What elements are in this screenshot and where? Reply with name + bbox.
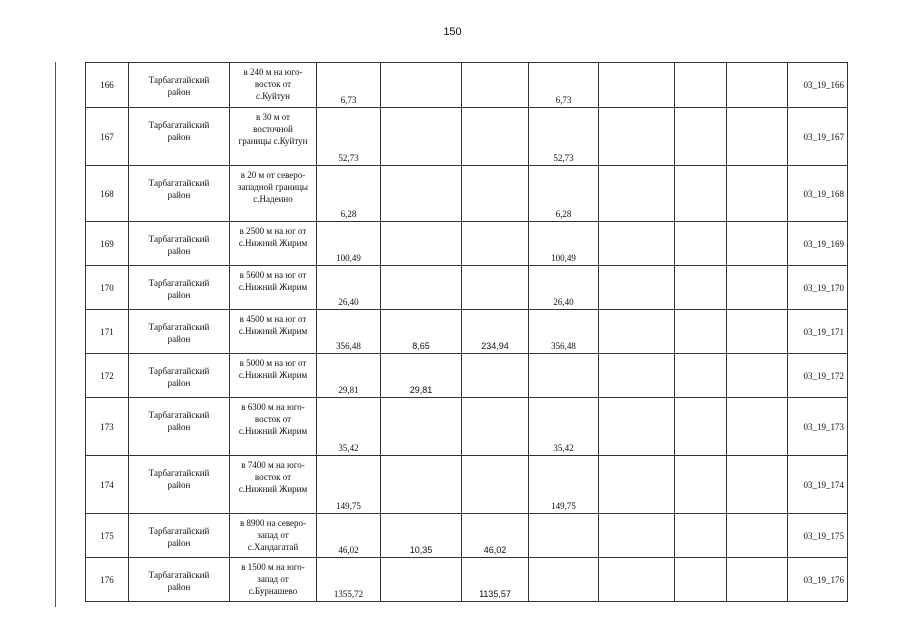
- location-cell: [230, 354, 317, 398]
- district-cell: [129, 398, 230, 456]
- location-cell: [230, 63, 317, 108]
- table-row: [86, 354, 848, 398]
- location-cell: [230, 222, 317, 266]
- district-cell: [129, 558, 230, 602]
- empty-cell: [727, 108, 788, 166]
- location-line: восток от: [254, 472, 292, 482]
- district-cell: [129, 108, 230, 166]
- district-line: район: [167, 334, 191, 344]
- empty-cell: [599, 354, 675, 398]
- district-line: Тарбагатайский: [148, 526, 210, 536]
- empty-cell: [727, 63, 788, 108]
- district-line: Тарбагатайский: [148, 120, 210, 130]
- area-col3-cell: 46,02: [462, 514, 529, 558]
- empty-cell: [599, 108, 675, 166]
- code-cell: 03_19_176: [788, 558, 848, 602]
- total-area-cell: 35,42: [317, 398, 381, 456]
- empty-cell: [599, 266, 675, 310]
- row-number-cell: 174: [86, 456, 129, 514]
- area-col2-cell: [381, 63, 462, 108]
- location-line: восточной: [253, 124, 293, 134]
- area-col2-cell: 29,81: [381, 354, 462, 398]
- area-col2-cell: [381, 558, 462, 602]
- empty-cell: [599, 456, 675, 514]
- area-col3-cell: [462, 266, 529, 310]
- district-cell: [129, 266, 230, 310]
- location-line: в 20 м от северо-: [240, 170, 306, 180]
- code-cell: 03_19_170: [788, 266, 848, 310]
- area-col4-cell: 6,73: [529, 63, 599, 108]
- table-body: [86, 63, 848, 602]
- area-col2-cell: [381, 456, 462, 514]
- total-area-cell: 100,49: [317, 222, 381, 266]
- empty-cell: [727, 398, 788, 456]
- code-cell: 03_19_171: [788, 310, 848, 354]
- table-row: [86, 558, 848, 602]
- code-cell: 03_19_169: [788, 222, 848, 266]
- row-number-cell: 172: [86, 354, 129, 398]
- empty-cell: [727, 514, 788, 558]
- area-col4-cell: 6,28: [529, 166, 599, 222]
- area-col4-cell: 356,48: [529, 310, 599, 354]
- district-line: Тарбагатайский: [148, 278, 210, 288]
- area-col4-cell: 26,40: [529, 266, 599, 310]
- location-line: в 8900 на северо-: [239, 518, 307, 528]
- area-col2-cell: 10,35: [381, 514, 462, 558]
- area-col4-cell: 52,73: [529, 108, 599, 166]
- table-row: [86, 108, 848, 166]
- row-number-cell: 175: [86, 514, 129, 558]
- district-line: район: [167, 87, 191, 97]
- location-cell: [230, 456, 317, 514]
- location-line: в 7400 м на юго-: [241, 460, 305, 470]
- district-cell: [129, 514, 230, 558]
- area-col2-cell: [381, 398, 462, 456]
- district-cell: [129, 310, 230, 354]
- empty-cell: [727, 266, 788, 310]
- area-col2-cell: [381, 266, 462, 310]
- district-line: район: [167, 582, 191, 592]
- location-line: с.Нижний Жирим: [238, 426, 308, 436]
- location-line: в 5000 м на юг от: [239, 358, 307, 368]
- district-cell: [129, 222, 230, 266]
- district-line: район: [167, 378, 191, 388]
- location-line: с.Нижний Жирим: [238, 282, 308, 292]
- empty-cell: [675, 108, 727, 166]
- total-area-cell: 149,75: [317, 456, 381, 514]
- district-cell: [129, 456, 230, 514]
- row-number-cell: 170: [86, 266, 129, 310]
- row-number-cell: 167: [86, 108, 129, 166]
- location-cell: [230, 166, 317, 222]
- empty-cell: [675, 558, 727, 602]
- location-line: в 30 м от: [255, 112, 290, 122]
- area-col3-cell: [462, 63, 529, 108]
- district-line: район: [167, 190, 191, 200]
- district-line: район: [167, 290, 191, 300]
- code-cell: 03_19_172: [788, 354, 848, 398]
- row-number-cell: 176: [86, 558, 129, 602]
- location-cell: [230, 108, 317, 166]
- district-line: Тарбагатайский: [148, 234, 210, 244]
- location-cell: [230, 514, 317, 558]
- location-line: в 1500 м на юго-: [241, 562, 305, 572]
- empty-cell: [727, 354, 788, 398]
- table-row: [86, 310, 848, 354]
- district-cell: [129, 166, 230, 222]
- empty-cell: [675, 456, 727, 514]
- location-cell: [230, 266, 317, 310]
- table-row: [86, 398, 848, 456]
- district-line: Тарбагатайский: [148, 410, 210, 420]
- location-line: восток от: [254, 79, 292, 89]
- table-row: [86, 456, 848, 514]
- area-col4-cell: [529, 558, 599, 602]
- location-line: в 240 м на юго-: [243, 67, 303, 77]
- code-cell: 03_19_174: [788, 456, 848, 514]
- empty-cell: [727, 558, 788, 602]
- empty-cell: [675, 398, 727, 456]
- district-line: Тарбагатайский: [148, 322, 210, 332]
- area-col2-cell: 8,65: [381, 310, 462, 354]
- location-line: с.Куйтун: [255, 91, 291, 101]
- location-line: запад от: [257, 530, 289, 540]
- area-col3-cell: 234,94: [462, 310, 529, 354]
- area-col2-cell: [381, 222, 462, 266]
- empty-cell: [675, 354, 727, 398]
- empty-cell: [675, 63, 727, 108]
- table-row: [86, 166, 848, 222]
- empty-cell: [675, 514, 727, 558]
- area-col4-cell: 35,42: [529, 398, 599, 456]
- location-line: западной границы: [238, 182, 308, 192]
- page-number: 150: [443, 26, 462, 38]
- district-line: Тарбагатайский: [148, 75, 210, 85]
- location-line: в 4500 м на юг от: [239, 314, 307, 324]
- area-col3-cell: [462, 166, 529, 222]
- empty-cell: [727, 310, 788, 354]
- code-cell: 03_19_166: [788, 63, 848, 108]
- empty-cell: [599, 558, 675, 602]
- location-line: в 5600 м на юг от: [239, 270, 307, 280]
- area-col3-cell: 1135,57: [462, 558, 529, 602]
- location-cell: [230, 310, 317, 354]
- district-line: Тарбагатайский: [148, 178, 210, 188]
- total-area-cell: 1355,72: [317, 558, 381, 602]
- district-line: Тарбагатайский: [148, 366, 210, 376]
- code-cell: 03_19_167: [788, 108, 848, 166]
- area-col3-cell: [462, 222, 529, 266]
- row-number-cell: 169: [86, 222, 129, 266]
- area-col2-cell: [381, 108, 462, 166]
- empty-cell: [599, 514, 675, 558]
- location-line: запад от: [257, 574, 289, 584]
- location-line: с.Нижний Жирим: [238, 238, 308, 248]
- area-col4-cell: [529, 354, 599, 398]
- empty-cell: [599, 398, 675, 456]
- empty-cell: [675, 266, 727, 310]
- empty-cell: [727, 166, 788, 222]
- row-number-cell: 168: [86, 166, 129, 222]
- empty-cell: [727, 222, 788, 266]
- total-area-cell: 29,81: [317, 354, 381, 398]
- location-line: с.Хандагатай: [247, 542, 299, 552]
- margin-rule: [55, 62, 56, 607]
- total-area-cell: 356,48: [317, 310, 381, 354]
- empty-cell: [599, 166, 675, 222]
- district-line: Тарбагатайский: [148, 570, 210, 580]
- district-line: район: [167, 480, 191, 490]
- row-number-cell: 171: [86, 310, 129, 354]
- location-line: с.Надеино: [253, 194, 293, 204]
- total-area-cell: 52,73: [317, 108, 381, 166]
- area-col2-cell: [381, 166, 462, 222]
- empty-cell: [675, 222, 727, 266]
- area-col3-cell: [462, 354, 529, 398]
- location-line: с.Нижний Жирим: [238, 484, 308, 494]
- location-line: восток от: [254, 414, 292, 424]
- total-area-cell: 26,40: [317, 266, 381, 310]
- table-row: [86, 514, 848, 558]
- location-cell: [230, 558, 317, 602]
- district-cell: [129, 63, 230, 108]
- area-col4-cell: 100,49: [529, 222, 599, 266]
- empty-cell: [727, 456, 788, 514]
- district-line: район: [167, 422, 191, 432]
- total-area-cell: 46,02: [317, 514, 381, 558]
- empty-cell: [599, 222, 675, 266]
- area-col3-cell: [462, 108, 529, 166]
- table-row: [86, 222, 848, 266]
- area-col3-cell: [462, 398, 529, 456]
- empty-cell: [675, 310, 727, 354]
- land-plots-table: [85, 62, 848, 602]
- table-row: [86, 63, 848, 108]
- district-cell: [129, 354, 230, 398]
- code-cell: 03_19_168: [788, 166, 848, 222]
- district-line: район: [167, 132, 191, 142]
- area-col4-cell: 149,75: [529, 456, 599, 514]
- location-line: с.Нижний Жирим: [238, 326, 308, 336]
- empty-cell: [599, 310, 675, 354]
- location-line: с.Бурнашево: [248, 586, 298, 596]
- location-line: в 2500 м на юг от: [239, 226, 307, 236]
- code-cell: 03_19_175: [788, 514, 848, 558]
- location-line: с.Нижний Жирим: [238, 370, 308, 380]
- empty-cell: [599, 63, 675, 108]
- total-area-cell: 6,28: [317, 166, 381, 222]
- area-col4-cell: [529, 514, 599, 558]
- total-area-cell: 6,73: [317, 63, 381, 108]
- district-line: район: [167, 538, 191, 548]
- district-line: Тарбагатайский: [148, 468, 210, 478]
- location-line: границы с.Куйтун: [238, 136, 308, 146]
- row-number-cell: 173: [86, 398, 129, 456]
- district-line: район: [167, 246, 191, 256]
- area-col3-cell: [462, 456, 529, 514]
- table-row: [86, 266, 848, 310]
- location-line: в 6300 м на юго-: [241, 402, 305, 412]
- location-cell: [230, 398, 317, 456]
- code-cell: 03_19_173: [788, 398, 848, 456]
- row-number-cell: 166: [86, 63, 129, 108]
- empty-cell: [675, 166, 727, 222]
